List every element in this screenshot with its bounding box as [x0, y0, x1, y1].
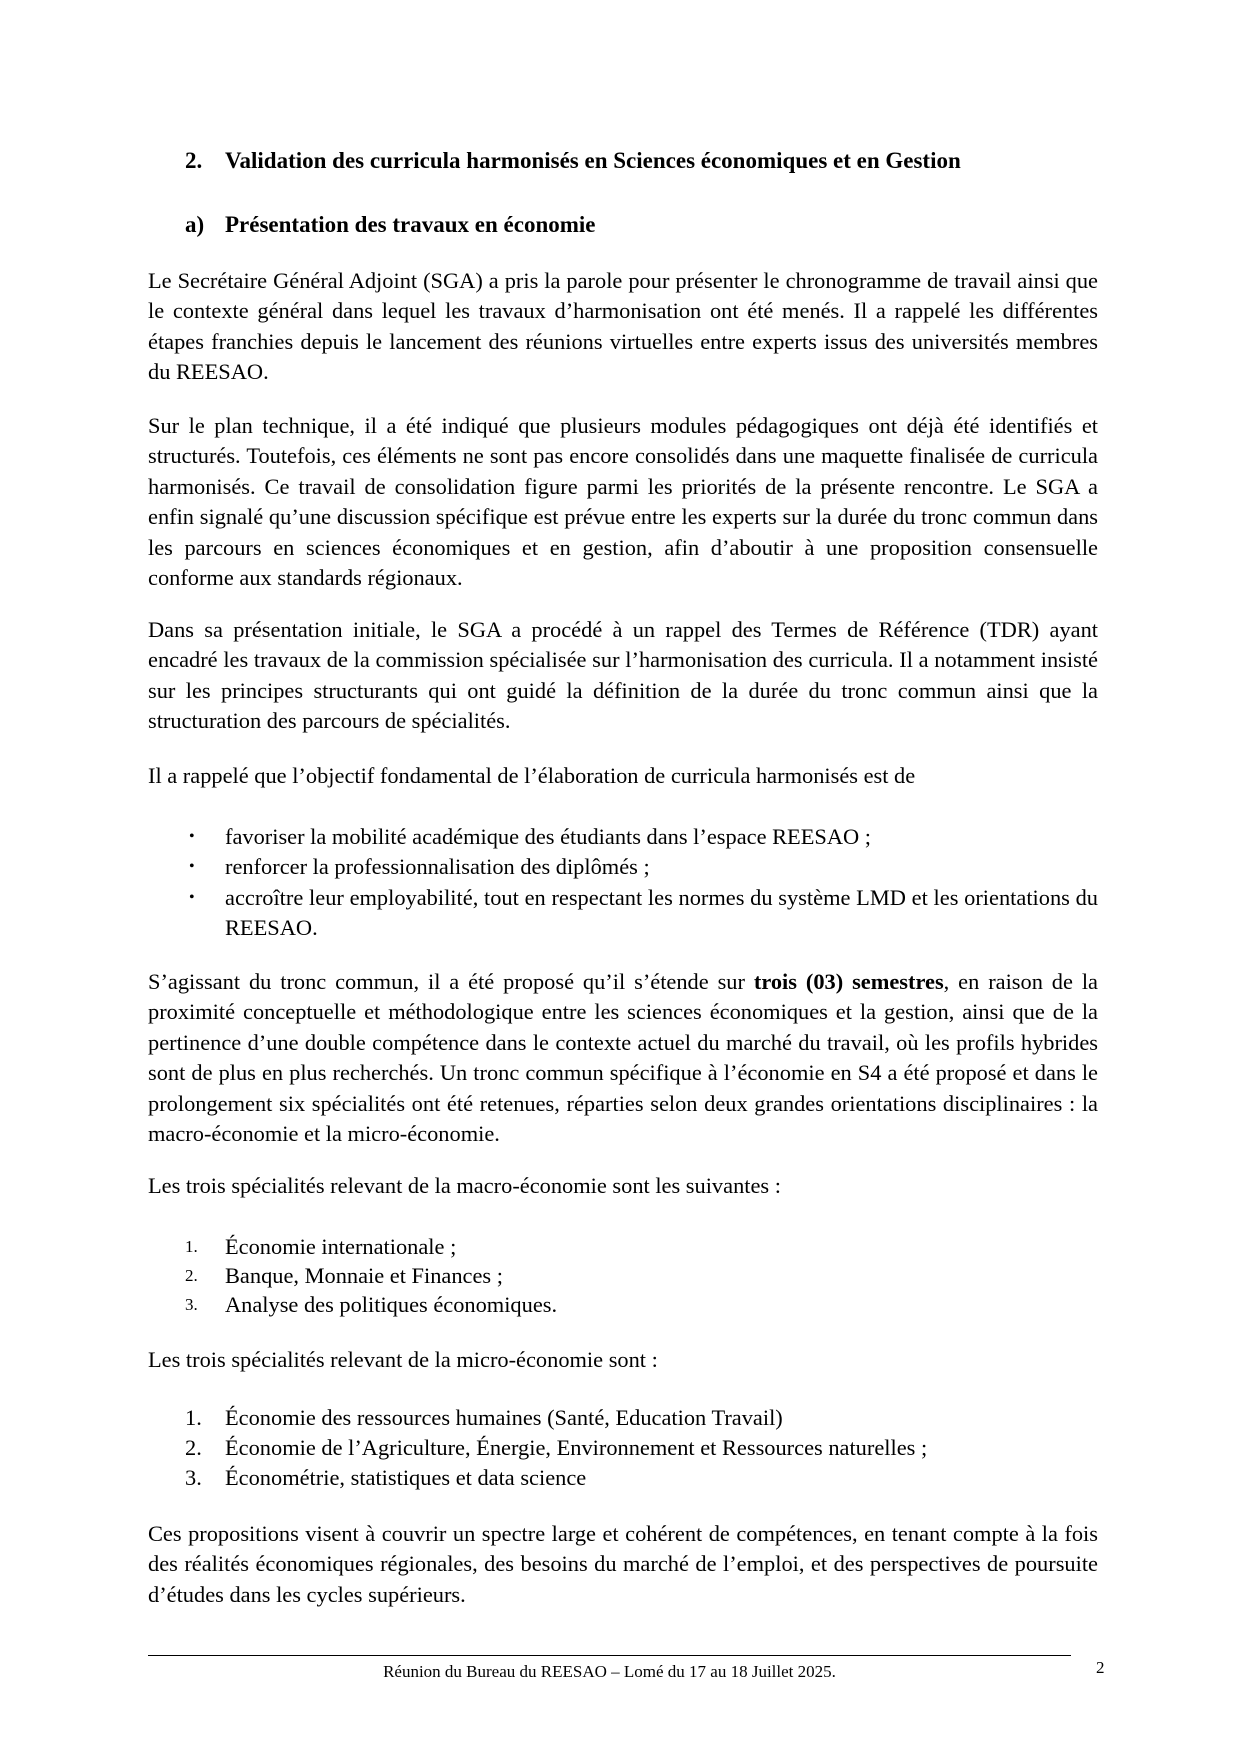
- list-item: 1. Économie internationale ;: [185, 1234, 457, 1259]
- objectives-bullet-list: [185, 822, 1098, 944]
- list-number: 2.: [185, 1266, 198, 1285]
- paragraph-sga-intro: Le Secrétaire Général Adjoint (SGA) a pris la parole pour présenter le chronogramme de travail ainsi que le contexte général dans lequel les travaux d’harmonisation ont été menés. Il a rappelé les différentes étapes franchies depuis le lancement des réunions virtuelles entre experts issus des universités membres du REESAO.: [148, 268, 1098, 385]
- subsection-letter: a): [185, 212, 205, 237]
- subsection-title: Présentation des travaux en économie: [225, 212, 596, 237]
- paragraph-technical-plan: Sur le plan technique, il a été indiqué que plusieurs modules pédagogiques ont déjà été identifiés et structurés. Toutefois, ces éléments ne sont pas encore consolidés dans une maquette finalisée de curricula harmonisés. Ce travail de consolidation figure parmi les priorités de la présente rencontre. Le SGA a enfin signalé qu’une discussion spécifique est prévue entre les experts sur la durée du tronc commun dans les parcours en sciences économiques et en gestion, afin d’aboutir à une proposition consensuelle conforme aux standards régionaux.: [148, 413, 1098, 591]
- bold-emphasis: trois (03) semestres: [753, 969, 944, 994]
- list-number: 1.: [185, 1405, 202, 1430]
- bullet-marker: •: [189, 858, 195, 876]
- page-number: 2: [1096, 1658, 1105, 1677]
- list-number: 1.: [185, 1237, 198, 1256]
- footer-text: Réunion du Bureau du REESAO – Lomé du 17 au 18 Juillet 2025.: [383, 1662, 836, 1681]
- paragraph-tronc-commun: S’agissant du tronc commun, il a été proposé qu’il s’étende sur trois (03) semestres, en raison de la proximité conceptuelle et méthodologique entre les sciences économiques et la gestion, ainsi que de la pertinence d’une double compétence dans le contexte actuel du marché du travail, où les profils hybrides sont de plus en plus recherchés. Un tronc commun spécifique à l’économie en S4 a été proposé et dans le prolongement six spécialités ont été retenues, réparties selon deux grandes orientations disciplinaires : la macro-économie et la micro-économie.: [148, 969, 1098, 1147]
- list-item: 2. Économie de l’Agriculture, Énergie, Environnement et Ressources naturelles ;: [185, 1433, 1098, 1463]
- list-item: 1. Économie des ressources humaines (Santé, Education Travail): [185, 1403, 1098, 1433]
- list-item: 3. Analyse des politiques économiques.: [185, 1292, 558, 1317]
- micro-specialties-list: [185, 1403, 1098, 1493]
- paragraph-micro-intro: Les trois spécialités relevant de la micro-économie sont :: [148, 1347, 658, 1372]
- macro-specialties-list: [185, 1232, 1098, 1319]
- paragraph-conclusion: Ces propositions visent à couvrir un spectre large et cohérent de compétences, en tenant compte à la fois des réalités économiques régionales, des besoins du marché de l’emploi, et des perspectives de poursuite d’études dans les cycles supérieurs.: [148, 1521, 1098, 1607]
- list-number: 3.: [185, 1465, 202, 1490]
- list-item: 2. Banque, Monnaie et Finances ;: [185, 1263, 503, 1288]
- list-item: • accroître leur employabilité, tout en respectant les normes du système LMD et les orientations du REESAO.: [189, 884, 1098, 941]
- bullet-marker: •: [189, 828, 195, 845]
- list-number: 2.: [185, 1435, 202, 1460]
- section-number: 2.: [185, 148, 203, 173]
- bullet-marker: •: [189, 888, 195, 906]
- paragraph-tdr-recall: Dans sa présentation initiale, le SGA a procédé à un rappel des Termes de Référence (TDR) ayant encadré les travaux de la commission spécialisée sur l’harmonisation des curricula. Il a notamment insisté sur les principes structurants qui ont guidé la définition de la durée du tronc commun ainsi que la structuration des parcours de spécialités.: [148, 617, 1098, 734]
- list-item: 3. Économétrie, statistiques et data science: [185, 1463, 1098, 1493]
- paragraph-macro-intro: Les trois spécialités relevant de la macro-économie sont les suivantes :: [148, 1173, 781, 1198]
- subsection-heading: [185, 210, 596, 240]
- footer-divider: [148, 1655, 1071, 1656]
- section-title: Validation des curricula harmonisés en Sciences économiques et en Gestion: [225, 148, 961, 173]
- list-item: • renforcer la professionnalisation des diplômés ;: [185, 852, 1098, 882]
- list-number: 3.: [185, 1295, 198, 1314]
- list-item: • favoriser la mobilité académique des étudiants dans l’espace REESAO ;: [185, 822, 1098, 852]
- section-heading: [185, 146, 961, 176]
- paragraph-objective: Il a rappelé que l’objectif fondamental de l’élaboration de curricula harmonisés est de: [148, 763, 916, 788]
